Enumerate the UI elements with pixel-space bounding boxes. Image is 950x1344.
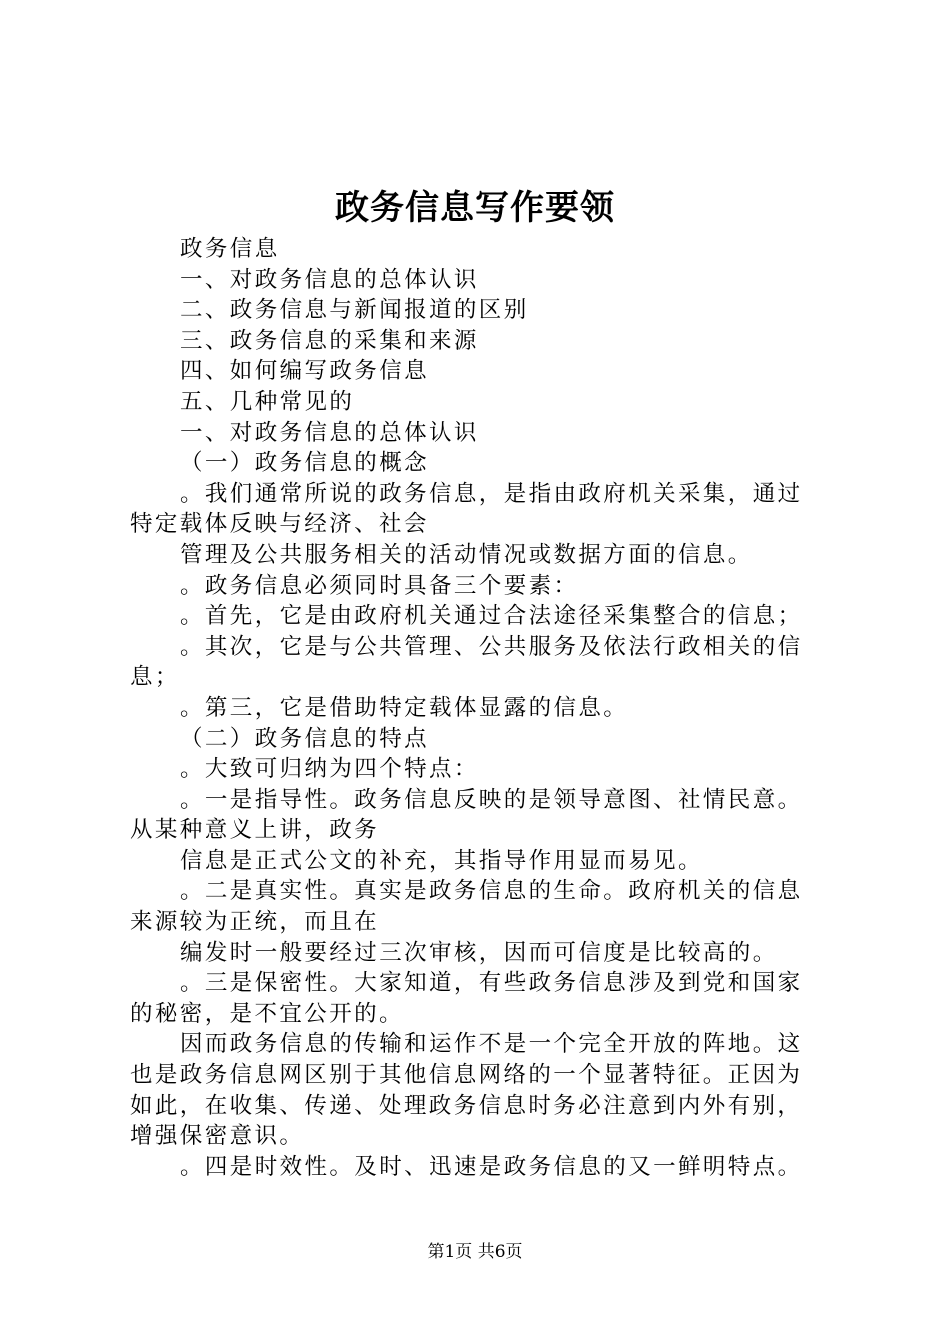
paragraph xyxy=(130,724,832,755)
paragraph-line: 。首先，它是由政府机关通过合法途径采集整合的信息； xyxy=(180,603,803,630)
paragraph xyxy=(130,571,832,602)
paragraph xyxy=(130,540,832,571)
paragraph-line: 政务信息 xyxy=(180,236,280,262)
paragraph-line: 。二是真实性。真实是政务信息的生命。政府机关的信息 xyxy=(180,878,803,905)
paragraph-line: 息； xyxy=(130,664,180,691)
paragraph xyxy=(130,418,832,449)
paragraph-line: 如此，在收集、传递、处理政务信息时务必注意到内外有别， xyxy=(130,1092,803,1119)
paragraph-line: 四、如何编写政务信息 xyxy=(180,358,430,385)
document-body xyxy=(130,234,832,1182)
paragraph-line: 五、几种常见的 xyxy=(180,388,355,415)
document-title: 政务信息写作要领 xyxy=(335,188,615,228)
paragraph xyxy=(130,754,832,785)
paragraph-line: 。我们通常所说的政务信息，是指由政府机关采集，通过 xyxy=(180,480,803,507)
paragraph-line: 二、政务信息与新闻报道的区别 xyxy=(180,297,529,324)
paragraph xyxy=(130,968,832,1029)
paragraph-line: （二）政务信息的特点 xyxy=(180,725,430,752)
paragraph-line: 来源较为正统，而且在 xyxy=(130,909,380,936)
paragraph-line: 特定载体反映与经济、社会 xyxy=(130,511,429,538)
paragraph-line: 信息是正式公文的补充，其指导作用显而易见。 xyxy=(180,847,703,874)
paragraph-line: 三、政务信息的采集和来源 xyxy=(180,327,479,354)
paragraph xyxy=(130,1029,832,1151)
paragraph xyxy=(130,785,832,846)
paragraph xyxy=(130,295,832,326)
paragraph-line: 一、对政务信息的总体认识 xyxy=(180,419,479,446)
paragraph xyxy=(130,356,832,387)
paragraph xyxy=(130,601,832,632)
paragraph-line: 编发时一般要经过三次审核，因而可信度是比较高的。 xyxy=(180,939,778,966)
paragraph xyxy=(130,265,832,296)
paragraph xyxy=(130,846,832,877)
paragraph-line: 因而政务信息的传输和运作不是一个完全开放的阵地。这 xyxy=(180,1031,803,1058)
paragraph-line: （一）政务信息的概念 xyxy=(180,450,430,477)
paragraph-line: 的秘密，是不宜公开的。 xyxy=(130,1000,404,1027)
page-footer: 第1页 共6页 xyxy=(427,1242,523,1262)
paragraph-line: 。一是指导性。政务信息反映的是领导意图、社情民意。 xyxy=(180,786,803,813)
paragraph xyxy=(130,693,832,724)
paragraph-line: 。第三，它是借助特定载体显露的信息。 xyxy=(180,694,629,721)
paragraph xyxy=(130,938,832,969)
paragraph-line: 。三是保密性。大家知道，有些政务信息涉及到党和国家 xyxy=(180,970,803,997)
paragraph-line: 从某种意义上讲，政务 xyxy=(130,817,380,844)
paragraph-line: 。其次，它是与公共管理、公共服务及依法行政相关的信 xyxy=(180,633,803,660)
paragraph-line: 。政务信息必须同时具备三个要素： xyxy=(180,572,579,599)
paragraph xyxy=(130,234,832,265)
paragraph xyxy=(130,387,832,418)
paragraph xyxy=(130,1152,832,1183)
paragraph xyxy=(130,326,832,357)
paragraph-line: 。四是时效性。及时、迅速是政务信息的又一鲜明特点。 xyxy=(180,1153,803,1180)
paragraph-line: 增强保密意识。 xyxy=(130,1123,305,1150)
paragraph-line: 也是政务信息网区别于其他信息网络的一个显著特征。正因为 xyxy=(130,1062,803,1089)
paragraph xyxy=(130,632,832,693)
paragraph-line: 。大致可归纳为四个特点： xyxy=(180,756,479,783)
paragraph-line: 管理及公共服务相关的活动情况或数据方面的信息。 xyxy=(180,541,753,568)
paragraph xyxy=(130,448,832,479)
paragraph-line: 一、对政务信息的总体认识 xyxy=(180,266,479,293)
paragraph xyxy=(130,479,832,540)
paragraph xyxy=(130,876,832,937)
